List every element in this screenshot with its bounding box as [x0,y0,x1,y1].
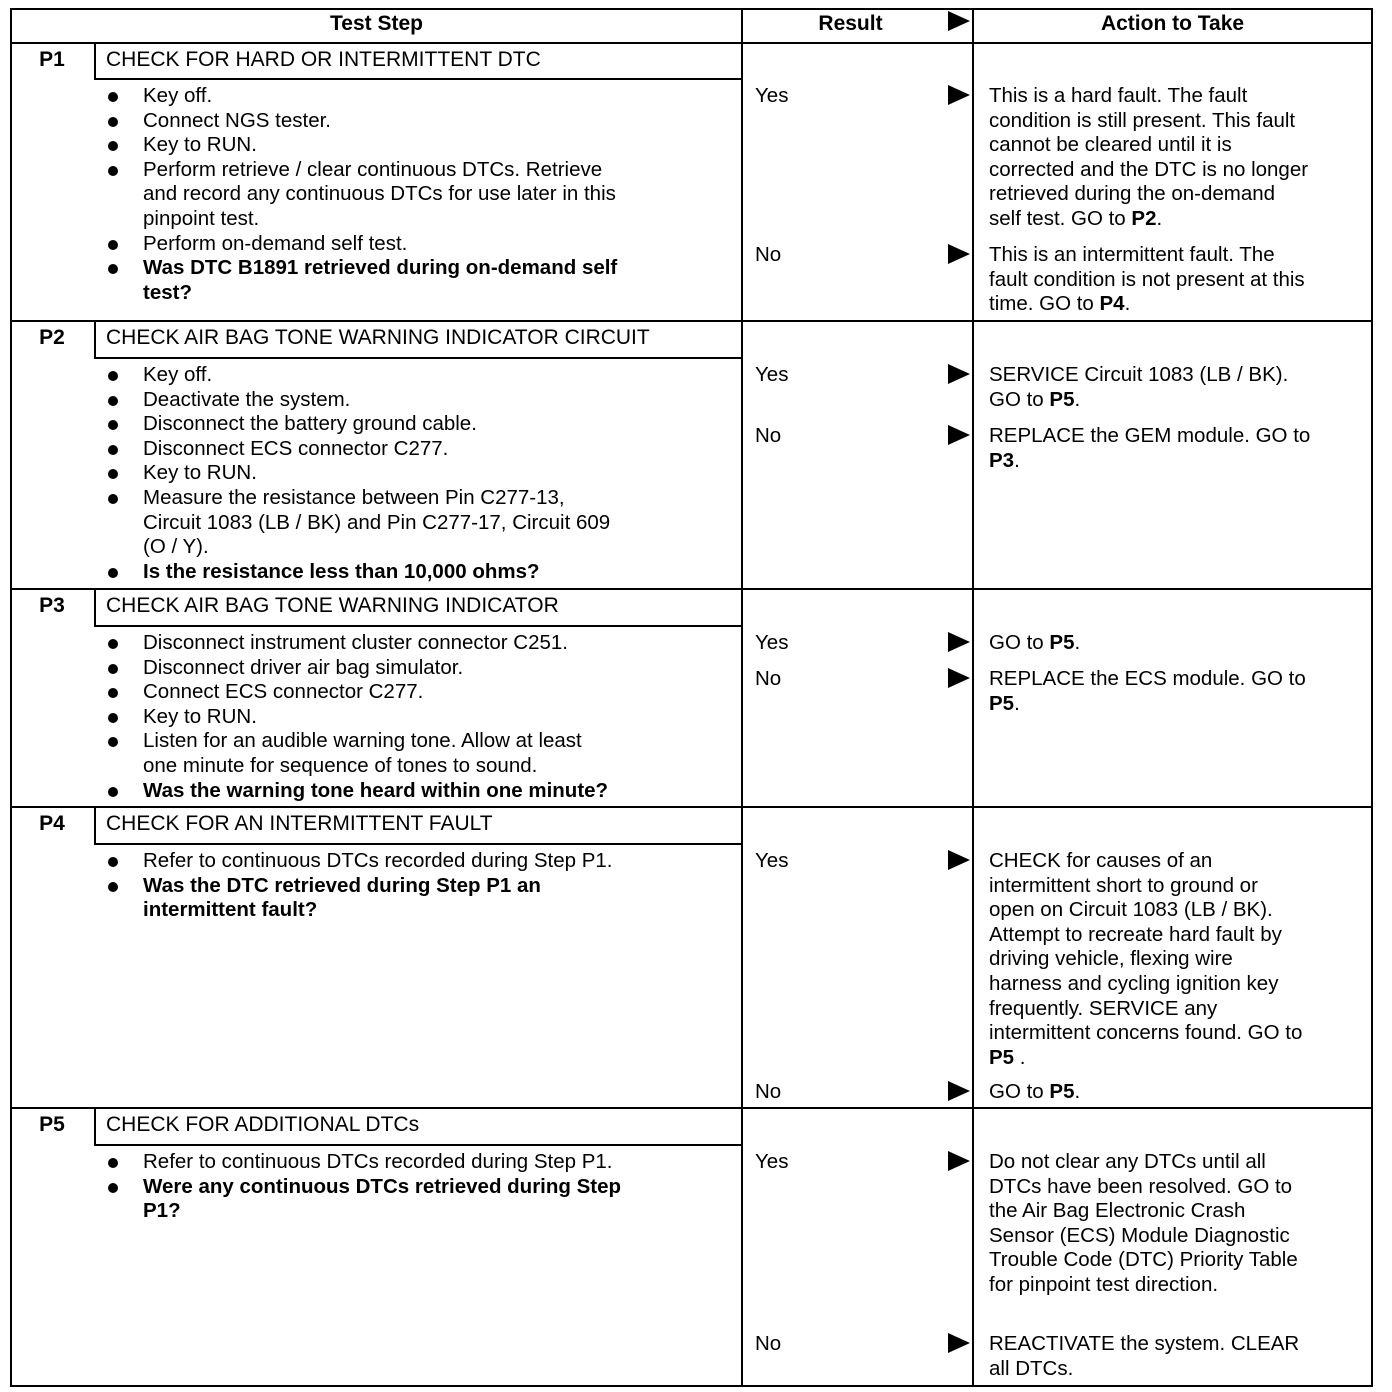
test-instruction: Perform on-demand self test. [143,231,408,255]
action-text [989,182,1275,207]
step-reference: P5 [1049,387,1075,411]
test-instruction: Connect ECS connector C277. [143,680,424,704]
step-title: CHECK FOR ADDITIONAL DTCs [106,1113,420,1136]
result-arrow-icon [948,1333,970,1353]
test-instruction: Disconnect the battery ground cable. [143,412,477,436]
test-instruction: Refer to continuous DTCs recorded during Step P1. [143,1150,613,1173]
action-text [989,1224,1290,1249]
test-instruction: Disconnect driver air bag simulator. [143,655,464,679]
test-instruction: pinpoint test. [143,207,260,230]
action-text-part: Do not clear any DTCs until all [989,1150,1266,1173]
action-text [989,898,1273,923]
action-text-part: REPLACE the GEM module. GO to [989,424,1311,447]
bullet-icon [108,1158,118,1168]
step-reference: P5 [1049,1080,1075,1103]
action-text-part: Trouble Code (DTC) Priority Table [989,1248,1298,1272]
action-text-part: condition is still present. This fault [989,108,1296,132]
action-text [989,923,1282,948]
bullet-icon [108,688,118,698]
header-rule [10,42,1373,44]
step-id: P1 [39,48,65,71]
action-text-part: REPLACE the ECS module. GO to [989,667,1306,690]
action-text-part: . [1074,631,1081,654]
result-arrow-icon [948,850,970,870]
action-text-part: GO to [989,387,1050,411]
step-reference: P4 [1099,292,1125,316]
action-text-part: harness and cycling ignition key [989,972,1279,995]
step-id: P2 [39,326,65,349]
result-arrow-icon [948,85,970,105]
test-instruction: Perform retrieve / clear continuous DTCs. Retrieve [143,157,603,181]
test-instruction: Circuit 1083 (LB / BK) and Pin C277-17, Circuit 609 [143,510,611,534]
test-instruction: Key to RUN. [143,133,257,157]
test-instruction: Measure the resistance between Pin C277-13, [143,486,565,509]
action-text [989,874,1258,899]
result-label: Yes [755,363,789,386]
step-title-rule [94,357,743,359]
bullet-icon [108,240,118,250]
bullet-icon [108,469,118,479]
test-instruction: Deactivate the system. [143,387,351,411]
step-id-divider [94,806,96,843]
table-top-border [10,8,1373,10]
action-text [989,1273,1218,1298]
step-id-divider [94,1107,96,1144]
step-divider [10,1107,1373,1109]
step-reference: P2 [1131,207,1157,230]
action-text [989,972,1278,997]
result-label: Yes [755,84,789,107]
action-text [989,1080,1080,1105]
test-instruction: Disconnect ECS connector C277. [143,436,449,460]
step-title: CHECK AIR BAG TONE WARNING INDICATOR CIRCUIT [106,326,650,349]
test-question: Was the warning tone heard within one minute? [143,778,609,802]
test-question: Were any continuous DTCs retrieved during Step [143,1174,622,1198]
action-text-part: . [1074,1080,1081,1103]
step-title: CHECK FOR AN INTERMITTENT FAULT [106,812,493,835]
action-text-part: . [1074,387,1081,411]
step-divider [10,588,1373,590]
step-title-rule [94,625,743,627]
table-right-border [1371,8,1373,1387]
step-title: CHECK FOR HARD OR INTERMITTENT DTC [106,48,541,71]
action-text [989,1332,1299,1357]
action-text-part: GO to [989,1080,1050,1103]
action-text [989,1175,1292,1200]
result-arrow-icon [948,364,970,384]
step-reference: P3 [989,448,1015,472]
action-text-part: . [1124,292,1131,316]
result-label: Yes [755,849,789,872]
test-instruction: Key to RUN. [143,461,257,485]
test-instruction: Disconnect instrument cluster connector C251. [143,631,569,654]
step-id: P5 [39,1113,65,1136]
bullet-icon [108,568,118,578]
action-text-part: time. GO to [989,292,1100,316]
result-label: Yes [755,631,789,654]
step-id-divider [94,320,96,357]
action-text-part: intermittent concerns found. GO to [989,1021,1303,1045]
action-text [989,1021,1302,1046]
bullet-icon [108,117,118,127]
action-text [989,363,1288,388]
action-text [989,109,1295,134]
action-text-part: . [1156,207,1163,230]
action-text-part: fault condition is not present at this [989,267,1305,291]
action-text [989,292,1130,317]
action-text-part: open on Circuit 1083 (LB / BK). [989,898,1273,922]
action-text [989,243,1275,268]
action-text-part: DTCs have been resolved. GO to [989,1174,1293,1198]
step-id-divider [94,42,96,78]
result-arrow-icon [948,1081,970,1101]
test-instruction: Key to RUN. [143,704,257,728]
bullet-icon [108,420,118,430]
step-reference: P5 [1049,631,1075,654]
action-text-part: This is a hard fault. The fault [989,84,1248,107]
bullet-icon [108,1183,118,1193]
action-column-divider [972,8,974,1387]
action-text [989,849,1212,874]
test-question: intermittent fault? [143,898,318,922]
result-arrow-icon [948,425,970,445]
action-text-part: self test. GO to [989,207,1132,230]
action-text [989,388,1080,413]
action-text-part: This is an intermittent fault. The [989,243,1275,266]
result-arrow-icon [948,668,970,688]
result-label: No [755,1080,782,1103]
bullet-icon [108,141,118,151]
action-text-part: for pinpoint test direction. [989,1273,1219,1296]
step-title-rule [94,843,743,845]
action-text-part: intermittent short to ground or [989,873,1258,897]
action-text-part: Sensor (ECS) Module Diagnostic [989,1223,1290,1247]
action-text-part: cannot be cleared until it is [989,133,1232,157]
step-title-rule [94,1144,743,1146]
bullet-icon [108,639,118,649]
test-instruction: (O / Y). [143,535,209,559]
action-text-part: REACTIVATE the system. CLEAR [989,1332,1300,1355]
test-question: Was DTC B1891 retrieved during on-demand self [143,256,618,280]
action-text [989,1150,1266,1175]
table-bottom-border [10,1385,1373,1387]
bullet-icon [108,857,118,867]
action-text-part: CHECK for causes of an [989,849,1213,872]
bullet-icon [108,264,118,274]
bullet-icon [108,787,118,797]
bullet-icon [108,371,118,381]
test-question: P1? [143,1199,181,1223]
test-question: Is the resistance less than 10,000 ohms? [143,559,540,583]
header-test-step: Test Step [330,12,423,35]
result-arrow-icon [948,1151,970,1171]
step-title: CHECK AIR BAG TONE WARNING INDICATOR [106,594,559,617]
action-text-part: SERVICE Circuit 1083 (LB / BK). [989,363,1289,386]
bullet-icon [108,713,118,723]
bullet-icon [108,737,118,747]
step-divider [10,320,1373,322]
action-text [989,1046,1025,1071]
step-reference: P5 [989,691,1015,715]
test-instruction: Connect NGS tester. [143,108,332,132]
action-text [989,84,1247,109]
action-text [989,1248,1298,1273]
header-result: Result [818,12,883,35]
action-text-part: the Air Bag Electronic Crash [989,1199,1246,1223]
action-text-part: all DTCs. [989,1356,1074,1380]
action-text-part: Attempt to recreate hard fault by [989,922,1282,946]
action-text-part: . [1014,691,1020,715]
result-label: No [755,667,782,690]
test-instruction: Listen for an audible warning tone. Allow at least [143,729,582,753]
action-text [989,667,1306,692]
test-instruction: one minute for sequence of tones to sound. [143,754,538,777]
test-question: Was the DTC retrieved during Step P1 an [143,873,541,897]
step-id: P3 [39,594,65,617]
table-left-border [10,8,12,1387]
action-text-part: retrieved during the on-demand [989,182,1276,206]
step-title-rule [94,78,743,80]
step-divider [10,806,1373,808]
result-label: No [755,1332,782,1355]
action-text [989,268,1305,293]
result-label: No [755,243,782,266]
bullet-icon [108,445,118,455]
header-action: Action to Take [1100,12,1245,35]
action-text [989,207,1162,232]
test-instruction: and record any continuous DTCs for use later in this [143,182,616,206]
step-id-divider [94,588,96,625]
test-instruction: Key off. [143,363,213,386]
result-arrow-icon [948,244,970,264]
step-reference: P5 [989,1045,1015,1069]
action-text [989,1357,1073,1382]
result-arrow-icon [948,632,970,652]
bullet-icon [108,166,118,176]
action-text-part: GO to [989,631,1050,654]
action-text [989,133,1232,158]
test-question: test? [143,280,192,304]
bullet-icon [108,494,118,504]
action-text-part: . [1014,448,1020,472]
result-label: No [755,424,782,447]
header-arrow-icon [948,11,970,31]
bullet-icon [108,882,118,892]
result-label: Yes [755,1150,789,1173]
action-text-part: corrected and the DTC is no longer [989,157,1309,181]
bullet-icon [108,92,118,102]
bullet-icon [108,396,118,406]
test-instruction: Key off. [143,84,213,107]
step-id: P4 [39,812,65,835]
action-text [989,631,1080,656]
action-text-part: . [1014,1045,1026,1069]
action-text [989,424,1310,449]
action-text [989,1199,1245,1224]
action-text [989,692,1020,717]
action-text-part: frequently. SERVICE any [989,996,1218,1020]
action-text [989,449,1020,474]
bullet-icon [108,664,118,674]
test-instruction: Refer to continuous DTCs recorded during Step P1. [143,849,613,872]
action-text-part: driving vehicle, flexing wire [989,947,1233,971]
result-column-divider [741,8,743,1387]
action-text [989,158,1308,183]
action-text [989,997,1217,1022]
action-text [989,947,1233,972]
